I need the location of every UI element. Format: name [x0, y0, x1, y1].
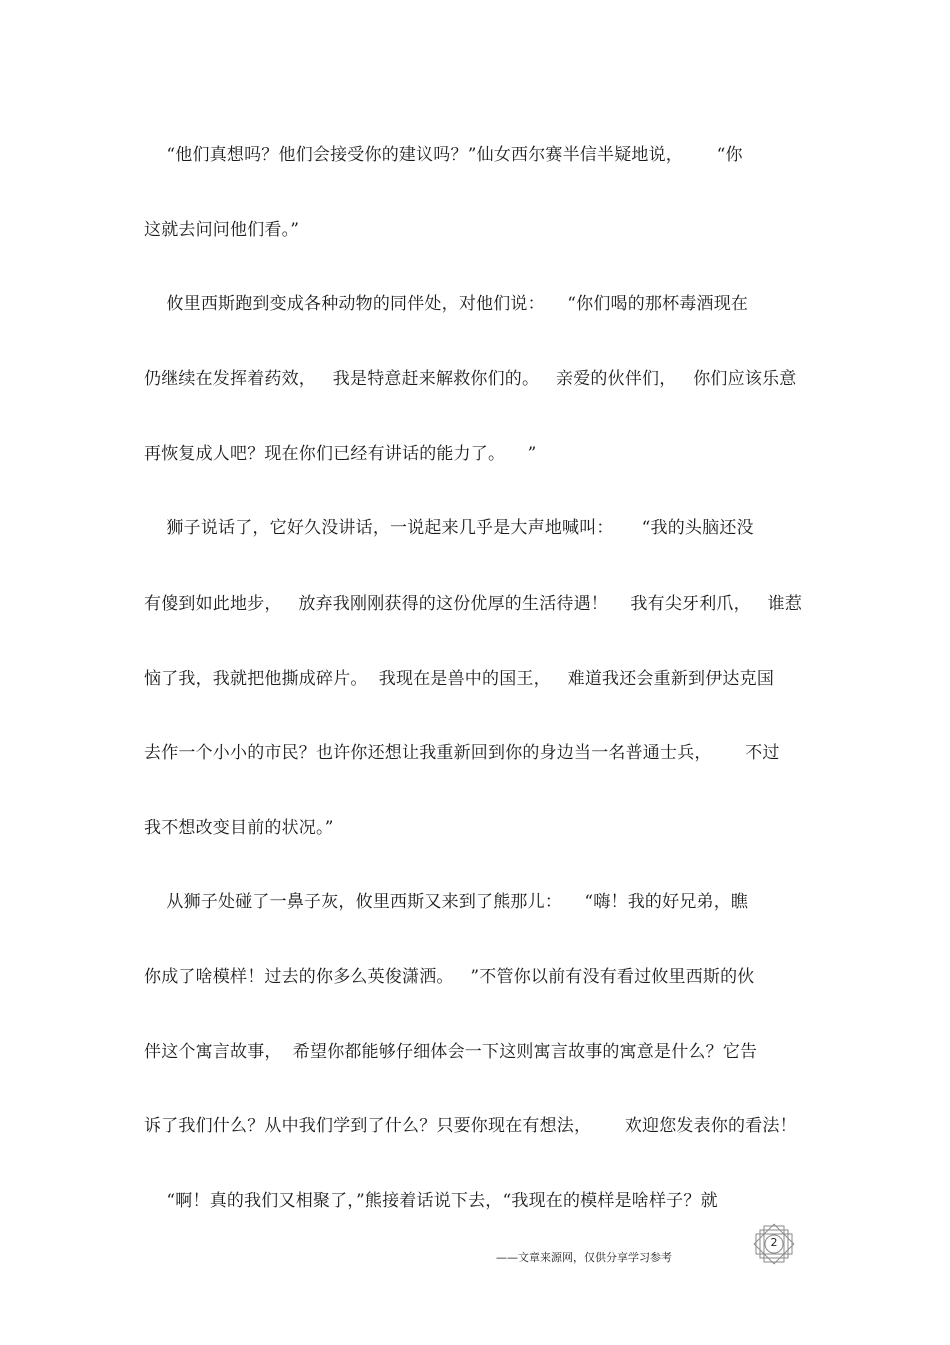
source-note: ——文章来源网，仅供分享学习参考 [496, 1251, 672, 1264]
paragraph-line: 从狮子处碰了一鼻子灰，攸里西斯又来到了熊那儿： “嗨！我的好兄弟，瞧 [144, 892, 749, 912]
paragraph-line: 再恢复成人吧？现在你们已经有讲话的能力了。 ” [144, 444, 537, 464]
paragraph-line: 攸里西斯跑到变成各种动物的同伴处，对他们说： “你们喝的那杯毒酒现在 [144, 294, 749, 314]
paragraph-line: 伴这个寓言故事， 希望你都能够仔细体会一下这则寓言故事的寓意是什么？它告 [144, 1042, 758, 1062]
paragraph-line: 诉了我们什么？从中我们学到了什么？只要你现在有想法， 欢迎您发表你的看法！ [144, 1116, 797, 1136]
paragraph-line: 去作一个小小的市民？也许你还想让我重新回到你的身边当一名普通士兵， 不过 [144, 743, 780, 763]
paragraph-line: 你成了啥模样！过去的你多么英俊潇洒。 ”不管你以前有没有看过攸里西斯的伙 [144, 967, 755, 987]
paragraph-line: 仍继续在发挥着药效， 我是特意赶来解救你们的。 亲爱的伙伴们， 你们应该乐意 [144, 369, 797, 389]
paragraph-line: 有傻到如此地步， 放弃我刚刚获得的这份优厚的生活待遇！ 我有尖牙利爪， 谁惹 [144, 594, 803, 614]
paragraph-line: 这就去问问他们看。” [144, 220, 300, 240]
paragraph-line: “啊！真的我们又相聚了，”熊接着话说下去，“我现在的模样是啥样子？就 [144, 1191, 718, 1211]
paragraph-line: 狮子说话了，它好久没讲话，一说起来几乎是大声地喊叫： “我的头脑还没 [144, 518, 754, 538]
paragraph-line: 恼了我，我就把他撕成碎片。 我现在是兽中的国王， 难道我还会重新到伊达克国 [144, 669, 775, 689]
paragraph-line: “他们真想吗？他们会接受你的建议吗？”仙女西尔赛半信半疑地说， “你 [144, 145, 743, 165]
paragraph-line: 我不想改变目前的状况。” [144, 818, 334, 838]
page-number-badge [750, 1220, 798, 1268]
page-number: 2 [770, 1236, 778, 1249]
